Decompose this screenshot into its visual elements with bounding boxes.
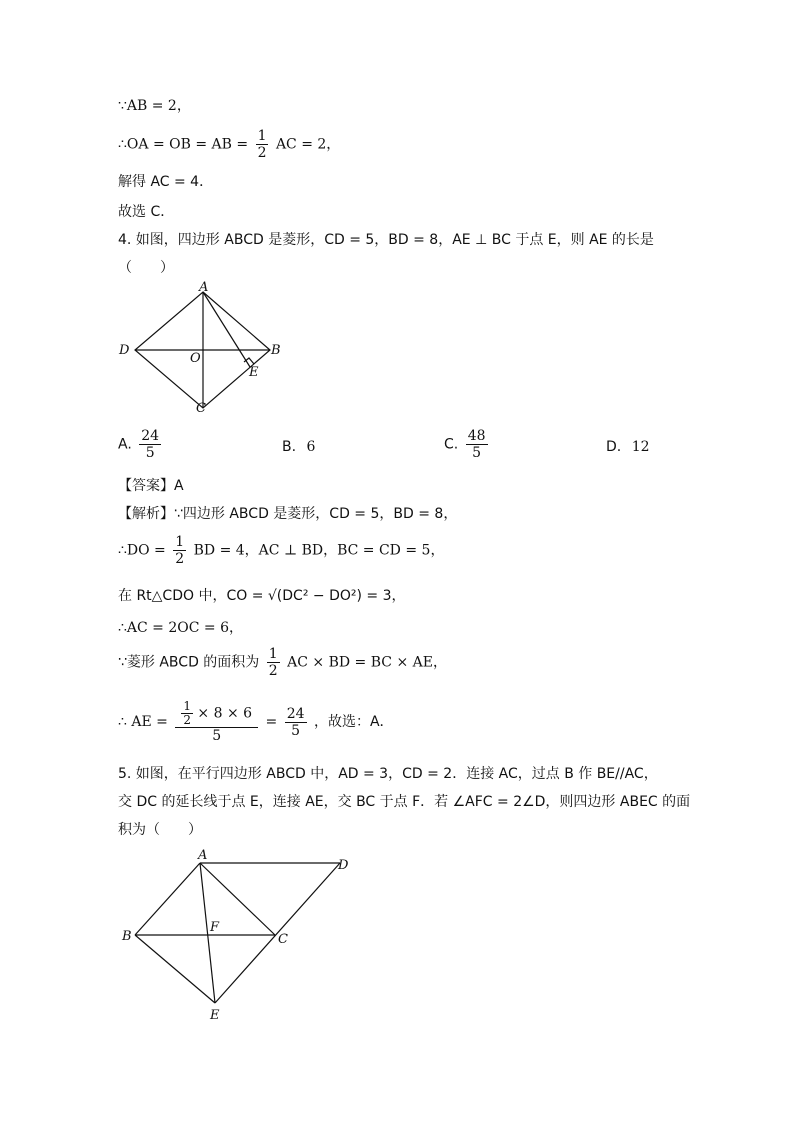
parallelogram-figure	[110, 845, 370, 1025]
analysis-line-2: ∴DO = $\frac{1}{2}$ BD = 4，AC ⊥ BD，BC = CD = 5，	[118, 534, 445, 567]
question-4-paren: （ ）	[118, 260, 174, 276]
question-5-stem-3: 积为（ ）	[118, 822, 202, 838]
side-ab	[135, 863, 200, 935]
label-d: D	[119, 343, 130, 358]
label-e: E	[210, 1008, 220, 1023]
solution-line-ac: 解得 AC = 4．	[118, 174, 214, 190]
label-e: E	[249, 365, 259, 380]
option-b[interactable]: B. 6	[282, 439, 316, 455]
label-f: F	[210, 920, 220, 935]
option-d[interactable]: D. 12	[606, 439, 650, 455]
analysis-line-5: ∵菱形 ABCD 的面积为 $\frac{1}{2}$ AC × BD = BC × AE，	[118, 646, 447, 679]
fraction-half: $\frac{1}{2}$	[257, 128, 267, 161]
analysis-line-6: ∴ AE = $\frac{1}{2}$ × 8 × 6 5 = $\frac{24}{5}$ ，故选：A．	[118, 699, 394, 744]
label-b: B	[271, 343, 281, 358]
area-fraction-half: $\frac{1}{2}$	[268, 646, 278, 679]
label-b: B	[122, 929, 132, 944]
option-a[interactable]: A. $\frac{24}{5}$	[118, 428, 160, 461]
label-a: A	[198, 848, 208, 863]
ae-compound-fraction: $\frac{1}{2}$ × 8 × 6 5	[175, 700, 258, 744]
segment-be	[135, 935, 215, 1003]
rhombus-figure	[110, 280, 310, 420]
question-5-stem-1: 5. 如图，在平行四边形 ABCD 中，AD = 3，CD = 2．连接 AC，过点 B 作 BE//AC，	[118, 766, 658, 782]
ae-result-fraction: $\frac{24}{5}$	[286, 705, 305, 739]
segment-ae	[203, 292, 250, 367]
analysis-line-1: 【解析】∵四边形 ABCD 是菱形，CD = 5，BD = 8，	[118, 506, 458, 522]
option-a-fraction: $\frac{24}{5}$	[141, 428, 160, 461]
question-4-stem: 4. 如图，四边形 ABCD 是菱形，CD = 5，BD = 8，AE ⊥ BC 于点 E，则 AE 的长是	[118, 232, 654, 248]
answer-label: 【答案】A	[118, 478, 184, 494]
question-5-stem-2: 交 DC 的延长线于点 E，连接 AE，交 BC 于点 F．若 ∠AFC = 2∠D，则四边形 ABEC 的面	[118, 794, 691, 810]
solution-line-choice: 故选 C．	[118, 204, 175, 220]
option-c[interactable]: C. $\frac{48}{5}$	[444, 428, 486, 461]
label-d: D	[338, 858, 349, 873]
label-o: O	[190, 351, 201, 366]
label-c: C	[196, 401, 206, 416]
analysis-line-3: 在 Rt△CDO 中，CO = √(DC² − DO²) = 3，	[118, 588, 406, 604]
label-a: A	[199, 280, 209, 295]
solution-line-ab: ∵AB = 2，	[118, 98, 191, 114]
label-c: C	[278, 932, 288, 947]
analysis-line-4: ∴AC = 2OC = 6，	[118, 620, 243, 636]
solution-line-oa: ∴OA = OB = AB = $\frac{1}{2}$ AC = 2，	[118, 128, 341, 161]
analysis-fraction-half: $\frac{1}{2}$	[175, 534, 185, 567]
option-c-fraction: $\frac{48}{5}$	[467, 428, 486, 461]
